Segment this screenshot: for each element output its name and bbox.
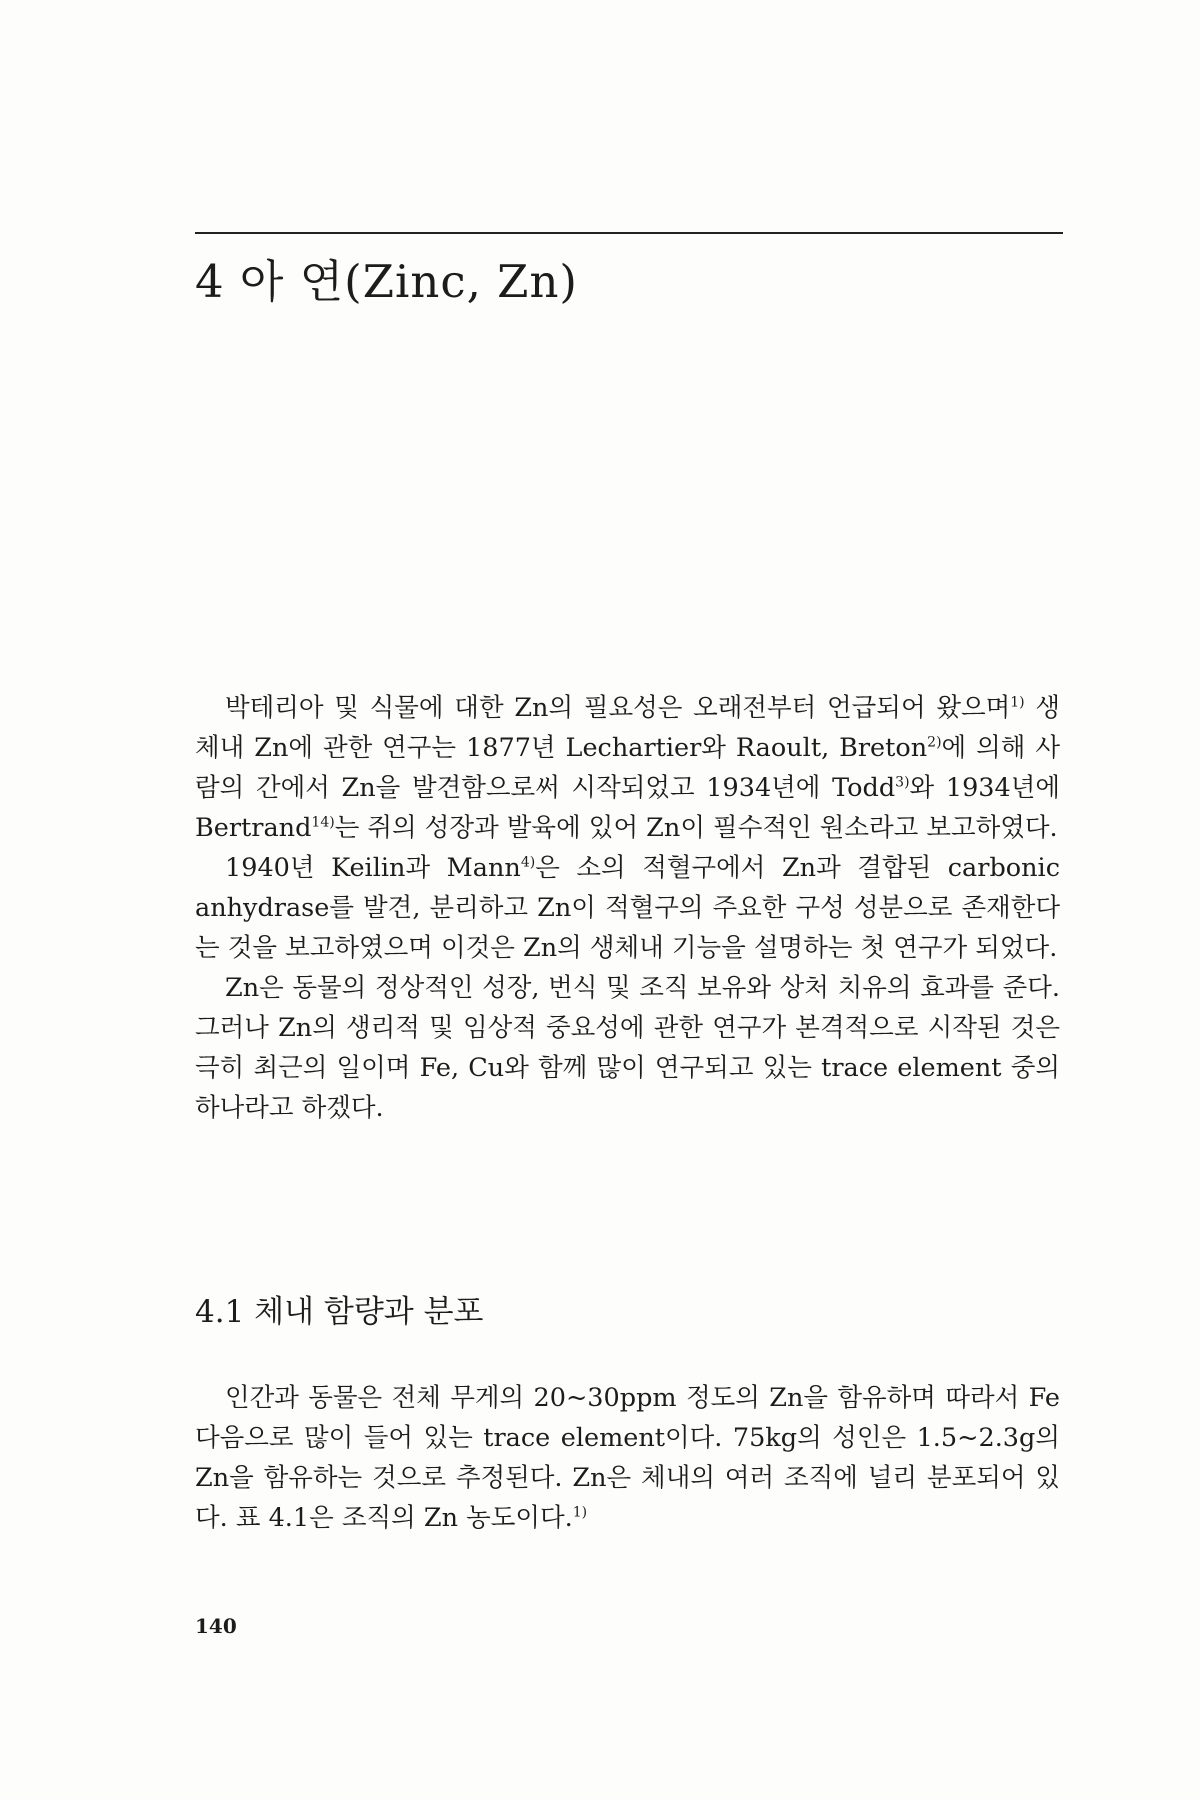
paragraph	[195, 688, 1060, 848]
text-run: 박테리아 및 식물에 대한 Zn의 필요성은 오래전부터 언급되어 왔으며	[225, 693, 1011, 723]
title-rule	[195, 232, 1063, 234]
text-run: 1940년 Keilin과 Mann	[225, 853, 521, 883]
citation-marker: 3)	[895, 774, 910, 791]
text-run: 는 쥐의 성장과 발육에 있어 Zn이 필수적인 원소라고 보고하였다.	[334, 813, 1058, 843]
citation-marker: 1)	[1010, 694, 1025, 711]
citation-marker: 14)	[311, 814, 335, 831]
citation-marker: 2)	[927, 734, 942, 751]
section-heading: 4.1 체내 함량과 분포	[195, 1294, 484, 1330]
intro-text	[195, 688, 1060, 1128]
text-run: 인간과 동물은 전체 무게의 20~30ppm 정도의 Zn을 함유하며 따라서 Fe 다음으로 많이 들어 있는 trace element이다. 75kg의 성인은 1.5~2.3g의 Zn을 함유하는 것으로 추정된다. Zn은 체내의 여러 조직에 널리 분포되어 있다. 표 4.1은 조직의 Zn 농도이다.	[195, 1383, 1060, 1533]
text-run: Zn은 동물의 정상적인 성장, 번식 및 조직 보유와 상처 치유의 효과를 준다. 그러나 Zn의 생리적 및 임상적 중요성에 관한 연구가 본격적으로 시작된 것은 극히 최근의 일이며 Fe, Cu와 함께 많이 연구되고 있는 trace element 중의 하나라고 하겠다.	[195, 973, 1060, 1123]
citation-marker: 1)	[572, 1504, 588, 1521]
text-run: 에 의해 사람의 간에서 Zn을 발견함으로써 시작되었고 1934년에 Todd	[195, 733, 1060, 803]
citation-marker: 4)	[520, 854, 536, 871]
chapter-title: 4 아 연(Zinc, Zn)	[195, 255, 578, 308]
paragraph	[195, 1378, 1060, 1538]
text-run: 와 1934년에 Bertrand	[195, 773, 1061, 843]
section-text	[195, 1378, 1060, 1538]
page-number: 140	[195, 1614, 237, 1638]
text-run: 생체내 Zn에 관한 연구는 1877년 Lechartier와 Raoult, Breton	[195, 693, 1060, 763]
text-run: 은 소의 적혈구에서 Zn과 결합된 carbonic anhydrase를 발견, 분리하고 Zn이 적혈구의 주요한 구성 성분으로 존재한다는 것을 보고하였으며 이것은 Zn의 생체내 기능을 설명하는 첫 연구가 되었다.	[195, 853, 1060, 963]
paragraph	[195, 968, 1060, 1128]
paragraph	[195, 848, 1060, 968]
